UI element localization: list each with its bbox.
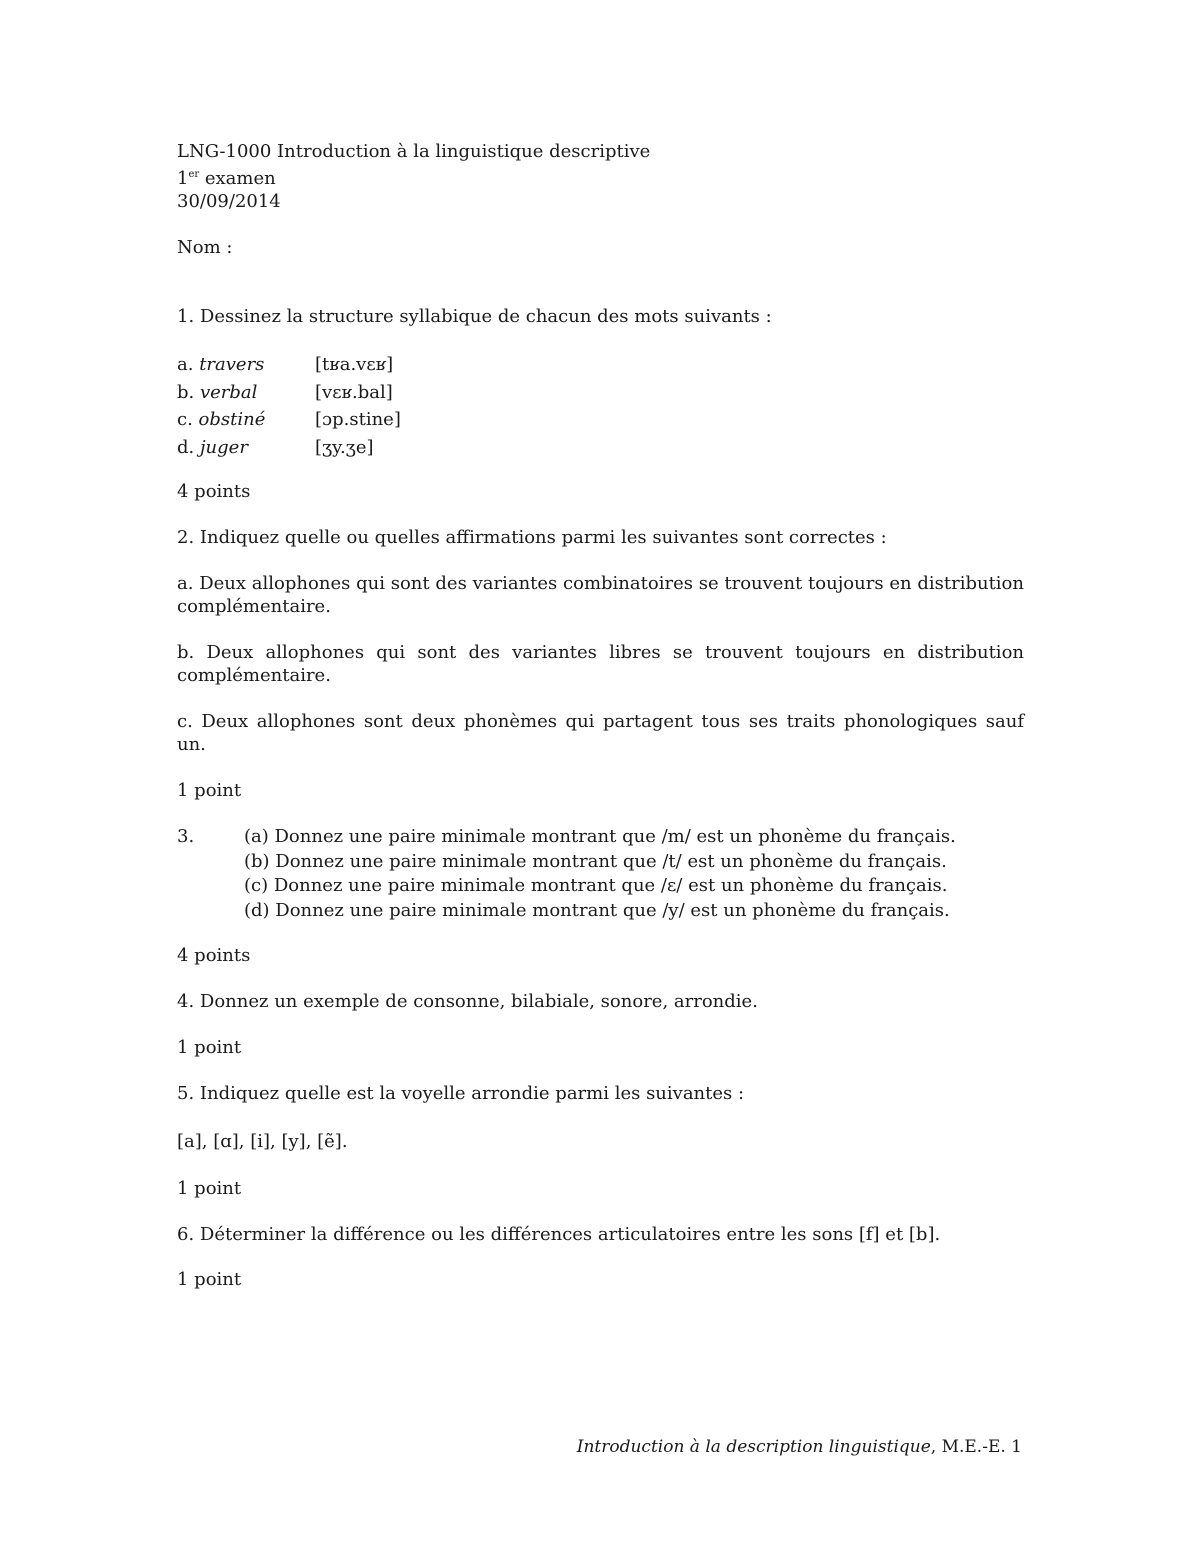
ipa-transcription: [vɛʁ.bal]	[315, 381, 393, 403]
question-5-prompt: 5. Indiquez quelle est la voyelle arrondie parmi les suivantes :	[177, 1083, 745, 1104]
list-item: (a) Donnez une paire minimale montrant que /m/ est un phonème du français.	[244, 826, 956, 847]
list-item: (d) Donnez une paire minimale montrant que /y/ est un phonème du français.	[244, 899, 950, 921]
ipa-transcription: [tʁa.vɛʁ]	[315, 354, 394, 375]
exam-page	[177, 140, 1024, 1291]
question-4-points: 1 point	[177, 1037, 242, 1058]
question-2-prompt: 2. Indiquez quelle ou quelles affirmations parmi les suivantes sont correctes :	[177, 527, 887, 548]
list-item: (c) Donnez une paire minimale montrant que /ɛ/ est un phonème du français.	[244, 875, 948, 896]
footer-author-page: , M.E.-E. 1	[930, 1437, 1022, 1457]
list-item: c. obstiné [ɔp.stine]	[177, 406, 1024, 434]
page-footer	[577, 1437, 1022, 1457]
question-2-statement-b: b. Deux allophones qui sont des variantes libres se trouvent toujours en distribution complémentaire.	[177, 642, 1024, 686]
question-5-options: [a], [ɑ], [i], [y], [ẽ].	[177, 1131, 348, 1152]
question-6-prompt: 6. Déterminer la différence ou les différences articulatoires entre les sons [f] et [b].	[177, 1224, 941, 1245]
ordinal-suffix: er	[188, 169, 200, 180]
list-item: b. verbal [vɛʁ.bal]	[177, 379, 1024, 407]
question-4-prompt: 4. Donnez un exemple de consonne, bilabiale, sonore, arrondie.	[177, 991, 758, 1012]
question-1-word-list	[177, 351, 1024, 461]
question-3-number: 3.	[177, 826, 195, 847]
footer-title: Introduction à la description linguistique	[576, 1437, 931, 1457]
exam-date: 30/09/2014	[177, 191, 281, 212]
question-2-points: 1 point	[177, 780, 242, 801]
question-1-points: 4 points	[177, 481, 251, 502]
ipa-transcription: [ɔp.stine]	[315, 409, 401, 430]
question-6-points: 1 point	[177, 1269, 242, 1290]
course-title: LNG-1000 Introduction à la linguistique descriptive	[177, 141, 651, 162]
list-item: a. travers [tʁa.vɛʁ]	[177, 351, 1024, 379]
list-item: (b) Donnez une paire minimale montrant que /t/ est un phonème du français.	[244, 850, 947, 872]
question-5-points: 1 point	[177, 1178, 242, 1199]
question-2-statement-a: a. Deux allophones qui sont des variantes combinatoires se trouvent toujours en distribution complémentaire.	[177, 573, 1024, 617]
question-3	[177, 825, 1024, 923]
list-item: d. juger [ʒy.ʒe]	[177, 434, 1024, 462]
question-1-prompt: 1. Dessinez la structure syllabique de chacun des mots suivants :	[177, 306, 772, 327]
ipa-transcription: [ʒy.ʒe]	[315, 436, 374, 458]
question-2-statement-c: c. Deux allophones sont deux phonèmes qui partagent tous ses traits phonologiques sauf un.	[177, 711, 1024, 755]
question-3-items	[244, 825, 956, 923]
name-label: Nom :	[177, 237, 233, 258]
question-3-points: 4 points	[177, 945, 251, 966]
exam-number: 1er examen	[177, 168, 276, 189]
